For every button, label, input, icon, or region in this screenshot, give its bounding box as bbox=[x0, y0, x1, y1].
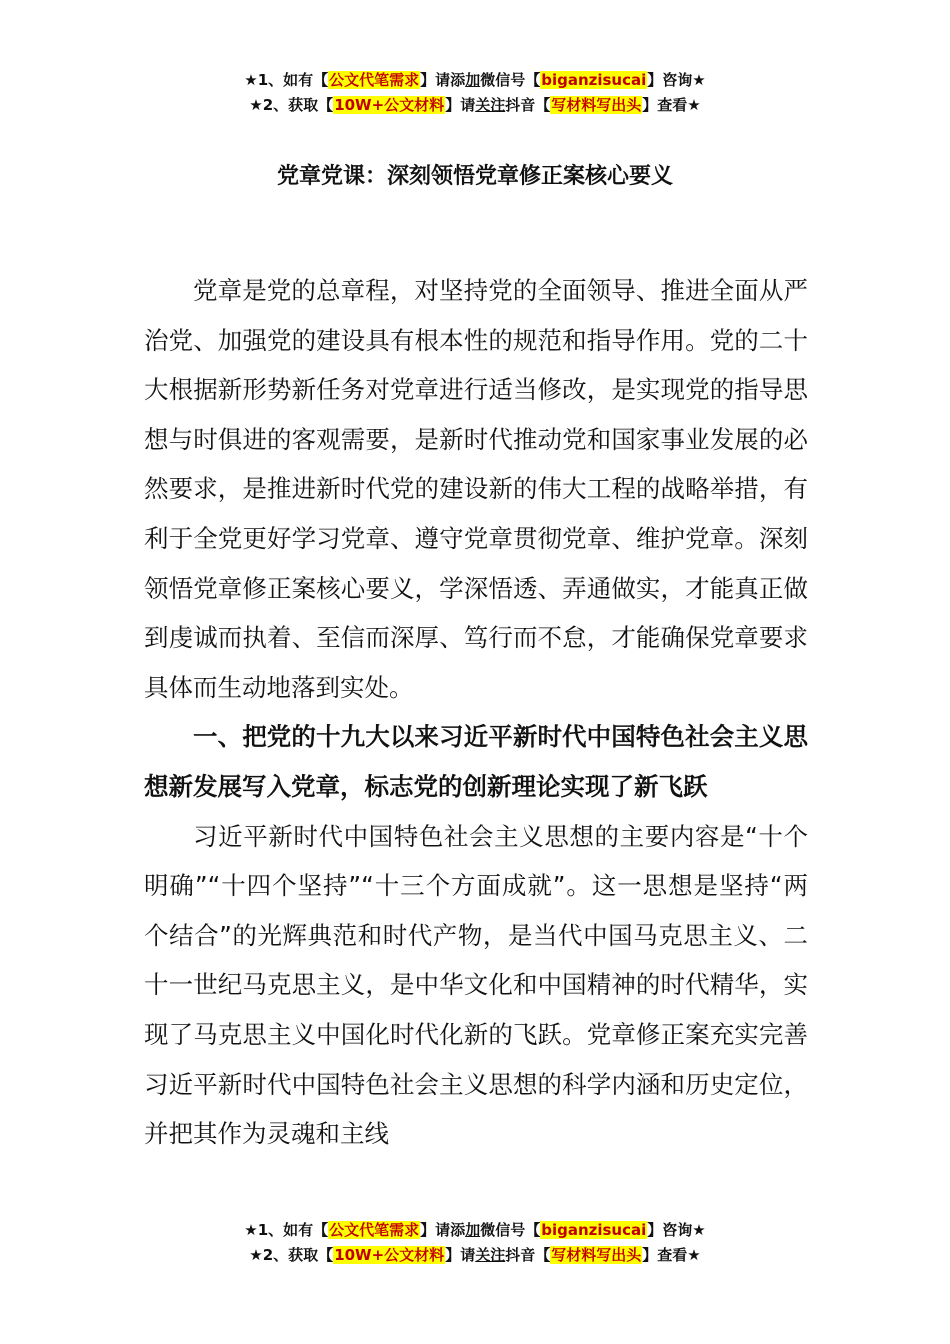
banner-underlined-text: 加 bbox=[465, 1221, 481, 1239]
banner-line-2 bbox=[0, 1243, 950, 1268]
banner-text: 】请 bbox=[445, 96, 476, 114]
banner-highlight: 写材料写出头 bbox=[551, 96, 642, 114]
banner-text: 】查看★ bbox=[642, 1246, 701, 1264]
banner-text: 】查看★ bbox=[642, 96, 701, 114]
banner-highlight: 10W+公文材料 bbox=[334, 1246, 445, 1264]
footer-banner bbox=[0, 1218, 950, 1268]
banner-text: ★1、如有【 bbox=[244, 1221, 329, 1239]
banner-text: 抖音【 bbox=[505, 1246, 551, 1264]
banner-text: 微信号【 bbox=[480, 1221, 541, 1239]
banner-underlined-text: 关注 bbox=[475, 1246, 506, 1264]
banner-line-1 bbox=[0, 1218, 950, 1243]
banner-text: 】请添 bbox=[420, 1221, 466, 1239]
banner-text: 抖音【 bbox=[505, 96, 551, 114]
banner-underlined-text: 加 bbox=[465, 71, 481, 89]
banner-highlight: biganzisucai bbox=[541, 71, 647, 89]
banner-text: 】请添 bbox=[420, 71, 466, 89]
banner-highlight: 公文代笔需求 bbox=[329, 71, 420, 89]
document-title: 党章党课：深刻领悟党章修正案核心要义 bbox=[276, 164, 673, 189]
header-banner bbox=[0, 68, 950, 118]
banner-underlined-text: 关注 bbox=[475, 96, 506, 114]
banner-text: 】咨询★ bbox=[647, 1221, 706, 1239]
banner-line-2 bbox=[0, 93, 950, 118]
document-body bbox=[144, 266, 808, 1159]
banner-line-1 bbox=[0, 68, 950, 93]
banner-text: ★1、如有【 bbox=[244, 71, 329, 89]
banner-text: 】咨询★ bbox=[647, 71, 706, 89]
banner-text: 】请 bbox=[445, 1246, 476, 1264]
banner-highlight: 公文代笔需求 bbox=[329, 1221, 420, 1239]
banner-highlight: 写材料写出头 bbox=[551, 1246, 642, 1264]
banner-text: 微信号【 bbox=[480, 71, 541, 89]
paragraph: 党章是党的总章程，对坚持党的全面领导、推进全面从严治党、加强党的建设具有根本性的规范和指导作用。党的二十大根据新形势新任务对党章进行适当修改，是实现党的指导思想与时俱进的客观需要，是新时代推动党和国家事业发展的必然要求，是推进新时代党的建设新的伟大工程的战略举措，有利于全党更好学习党章、遵守党章贯彻党章、维护党章。深刻领悟党章修正案核心要义，学深悟透、弄通做实，才能真正做到虔诚而执着、至信而深厚、笃行而不怠，才能确保党章要求具体而生动地落到实处。 bbox=[144, 276, 808, 702]
banner-highlight: biganzisucai bbox=[541, 1221, 647, 1239]
section-heading: 一、把党的十九大以来习近平新时代中国特色社会主义思想新发展写入党章，标志党的创新理论实现了新飞跃 bbox=[144, 722, 808, 801]
paragraph: 习近平新时代中国特色社会主义思想的主要内容是“十个明确”“十四个坚持”“十三个方面成就”。这一思想是坚持“两个结合”的光辉典范和时代产物，是当代中国马克思主义、二十一世纪马克思主义，是中华文化和中国精神的时代精华，实现了马克思主义中国化时代化新的飞跃。党章修正案充实完善习近平新时代中国特色社会主义思想的科学内涵和历史定位，并把其作为灵魂和主线 bbox=[144, 821, 808, 1149]
banner-text: ★2、获取【 bbox=[249, 96, 334, 114]
banner-text: ★2、获取【 bbox=[249, 1246, 334, 1264]
banner-highlight: 10W+公文材料 bbox=[334, 96, 445, 114]
